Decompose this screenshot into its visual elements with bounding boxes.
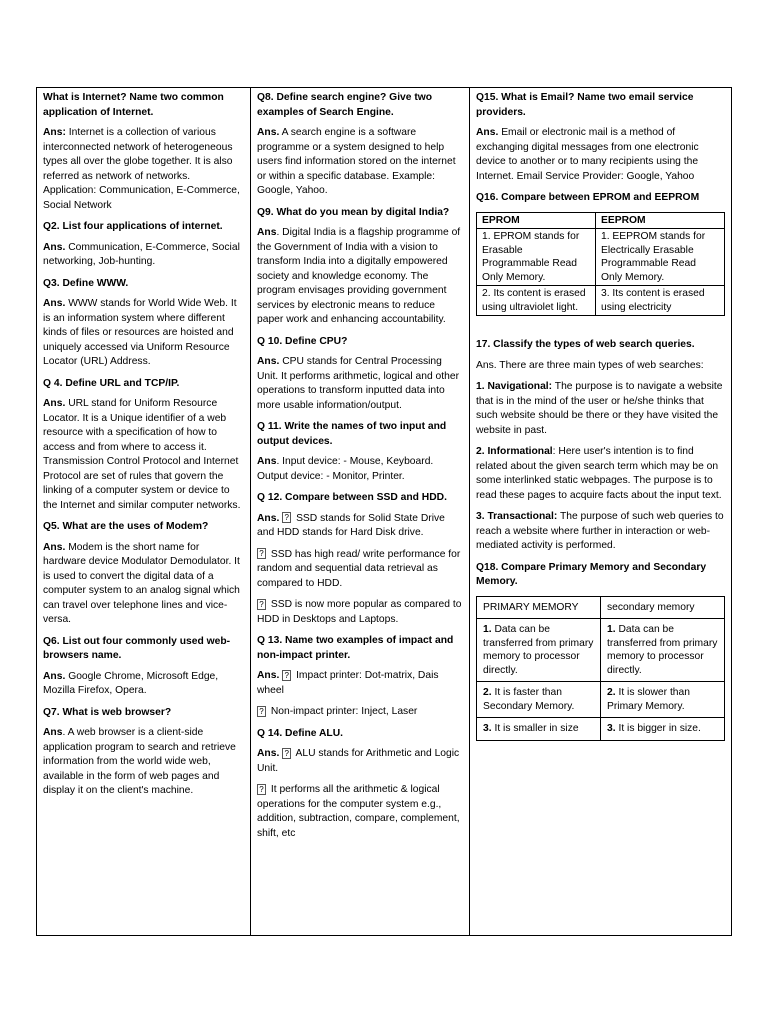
answer-text: Ans. Digital India is a flagship programme of the Government of India with a vision to transform India into a digitally empowered society and knowledge economy. The program envisages providing government services by electronic means to reduce paper work and enhancing accountability. [257, 227, 461, 325]
question-heading: Q 12. Compare between SSD and HDD. [257, 492, 447, 503]
table-cell: 2. It is slower than Primary Memory. [601, 682, 725, 718]
question-17: 17. Classify the types of web search queries. [476, 339, 695, 350]
table-cell: 1. Data can be transferred from primary memory to processor directly. [477, 619, 601, 682]
question-18: Q18. Compare Primary Memory and Secondary Memory. [476, 561, 707, 587]
answer-text: Ans. A search engine is a software programme or a system designed to help users find information stored on the internet or within a specific database. Example: Google, Yahoo. [257, 127, 456, 196]
table-header: PRIMARY MEMORY [477, 596, 601, 619]
eprom-eeprom-table [476, 212, 725, 317]
column-2 [250, 88, 469, 935]
table-cell: 2. Its content is erased using ultraviolet light. [477, 286, 596, 316]
missing-glyph-icon: ? [282, 670, 291, 681]
column-3 [469, 88, 731, 935]
answer-text: Ans. Communication, E-Commerce, Social networking, Job-hunting. [43, 241, 240, 267]
missing-glyph-icon: ? [282, 512, 291, 523]
table-cell: 3. Its content is erased using electricity [595, 286, 724, 316]
answer-text: Ans. ? ALU stands for Arithmetic and Logic Unit. [257, 748, 460, 774]
question-16: Q16. Compare between EPROM and EEPROM [476, 192, 700, 203]
table-cell: 3. It is bigger in size. [601, 718, 725, 741]
missing-glyph-icon: ? [257, 784, 266, 795]
question-heading: Q 11. Write the names of two input and output devices. [257, 421, 447, 447]
answer-text: ? SSD is now more popular as compared to HDD in Desktops and Laptops. [257, 599, 462, 625]
search-type-item: 3. Transactional: The purpose of such web queries to reach a website where further in interaction or web-mediated activity is performed. [476, 511, 724, 551]
answer-text: Ans. URL stand for Uniform Resource Locator. It is a Unique identifier of a web resource with a specification of how to access and from where to access it. Transmission Control Protocol and Internet Protocol are set of rules that govern the linking of a computer system or device to the Internet and similar computer networks. [43, 398, 241, 511]
table-cell: 1. EEPROM stands for Electrically Erasable Programmable Read Only Memory. [595, 229, 724, 286]
question-heading: Q8. Define search engine? Give two examples of Search Engine. [257, 92, 433, 118]
question-heading: Q2. List four applications of internet. [43, 221, 223, 232]
question-15: Q15. What is Email? Name two email service providers. [476, 92, 694, 118]
answer-text: Ans. Google Chrome, Microsoft Edge, Mozilla Firefox, Opera. [43, 670, 219, 696]
question-heading: Q 13. Name two examples of impact and non-impact printer. [257, 635, 454, 661]
answer-text: Ans. Input device: - Mouse, Keyboard. Output device: - Monitor, Printer. [257, 456, 434, 482]
table-cell: 1. Data can be transferred from primary memory to processor directly. [601, 619, 725, 682]
table-cell: 3. It is smaller in size [477, 718, 601, 741]
question-heading: Q9. What do you mean by digital India? [257, 206, 450, 218]
table-header: secondary memory [601, 596, 725, 619]
answer-text: Ans. Modem is the short name for hardware device Modulator Demodulator. It is used to convert the digital data of a computer system to an analog signal which can travel over telephone lines and vice-versa. [43, 541, 240, 625]
answer-text: Ans. WWW stands for World Wide Web. It is an information system where different kinds of files or resources are hoisted and uniquely accessed via Uniform Resource Locator (URL) Address. [43, 298, 237, 367]
missing-glyph-icon: ? [282, 748, 291, 759]
answer-text: Ans. CPU stands for Central Processing Unit. It performs arithmetic, logical and other operations to transform inputted data into more usable information/output. [257, 356, 460, 411]
table-cell: 1. EPROM stands for Erasable Programmable Read Only Memory. [477, 229, 596, 286]
question-heading: Q 14. Define ALU. [257, 727, 344, 739]
question-heading: What is Internet? Name two common application of Internet. [43, 92, 224, 118]
question-heading: Q 10. Define CPU? [257, 335, 348, 347]
answer-15: Ans. Email or electronic mail is a method of exchanging digital messages from one electronic device to another or to many recipients using the Internet. Email Service Provider: Google, Yahoo [476, 127, 699, 182]
question-heading: Q7. What is web browser? [43, 706, 172, 718]
missing-glyph-icon: ? [257, 548, 266, 559]
answer-17: Ans. There are three main types of web searches: [476, 359, 704, 371]
table-cell: 2. It is faster than Secondary Memory. [477, 682, 601, 718]
answer-text: ? It performs all the arithmetic & logical operations for the computer system e.g., addition, subtraction, compare, complement, shift, etc [257, 784, 460, 839]
answer-text: ? Non-impact printer: Inject, Laser [257, 705, 463, 720]
search-type-item: 1. Navigational: The purpose is to navigate a website that is in the mind of the user or he/she thinks that such website should be there or they have visited the website in past. [476, 381, 723, 436]
answer-text: ? SSD has high read/ write performance for random and sequential data retrieval as compared to HDD. [257, 548, 461, 589]
table-header: EPROM [477, 212, 596, 229]
answer-text: Ans. ? Impact printer: Dot-matrix, Dais wheel [257, 670, 439, 696]
search-type-item: 2. Informational: Here user's intention is to find related about the given search term which may be on some interlinked static webpages. The purpose is to read these pages to acquire facts about the input text. [476, 446, 722, 501]
missing-glyph-icon: ? [257, 706, 266, 717]
question-heading: Q3. Define WWW. [43, 277, 129, 289]
column-1 [37, 88, 250, 935]
missing-glyph-icon: ? [257, 599, 266, 610]
answer-text: Ans: Internet is a collection of various interconnected network of heterogeneous types all over the globe together. It is also referred as network of networks. Application: Communication, E-Commerce, Social Network [43, 127, 240, 211]
question-heading: Q6. List out four commonly used web-browsers name. [43, 635, 231, 661]
question-heading: Q5. What are the uses of Modem? [43, 521, 209, 532]
answer-text: Ans. A web browser is a client-side application program to search and retrieve information from the world wide web, available in the form of web pages and display it on the client's machine. [43, 727, 236, 796]
memory-comparison-table [476, 596, 725, 741]
worksheet-grid [36, 87, 732, 936]
answer-text: Ans. ? SSD stands for Solid State Drive and HDD stands for Hard Disk drive. [257, 512, 445, 538]
table-header: EEPROM [595, 212, 724, 229]
question-heading: Q 4. Define URL and TCP/IP. [43, 377, 180, 389]
